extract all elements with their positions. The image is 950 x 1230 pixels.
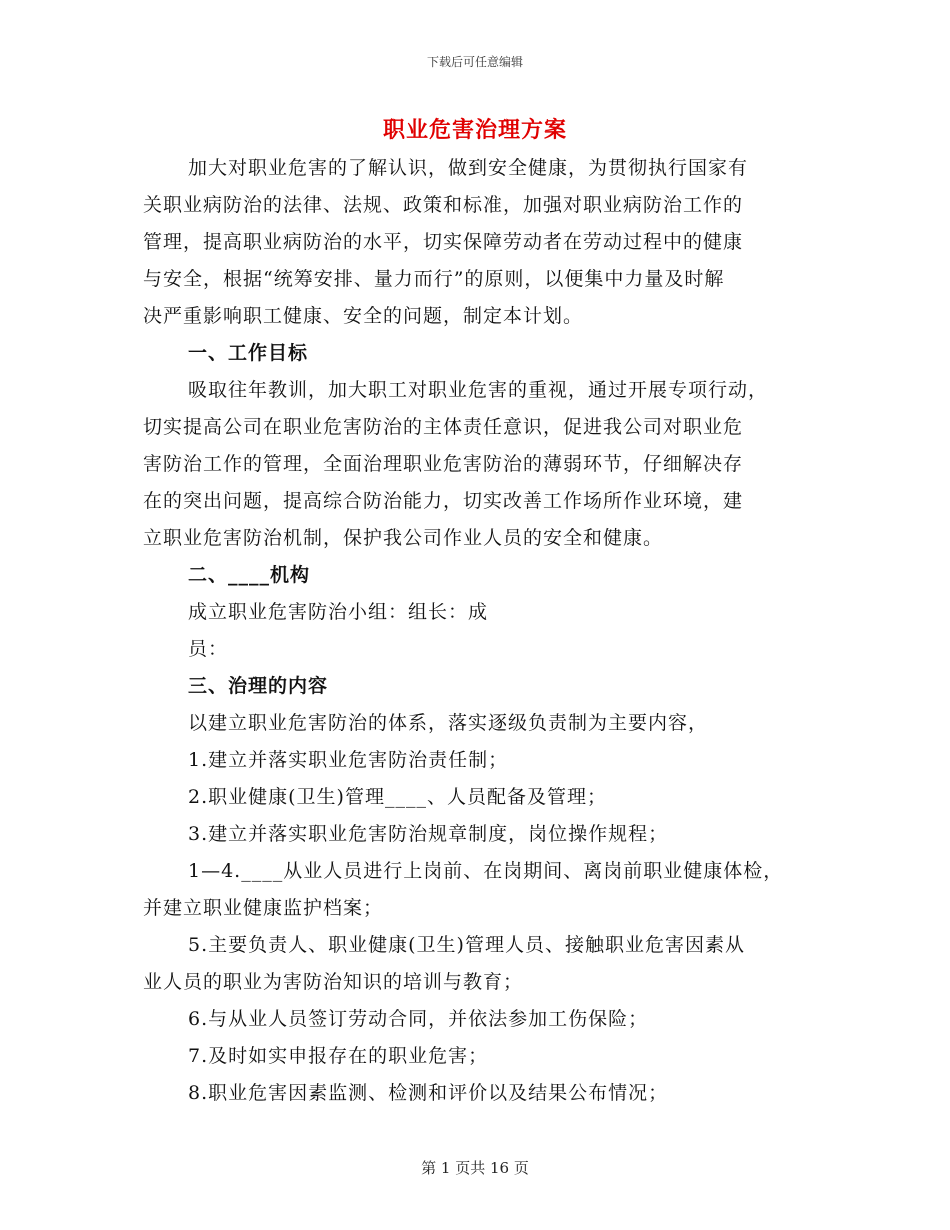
list-item: 1.建立并落实职业危害防治责任制； [188, 749, 509, 771]
paragraph-line: 与安全，根据“统筹安排、量力而行”的原则，以便集中力量及时解 [143, 268, 725, 290]
paragraph-line: 加大对职业危害的了解认识，做到安全健康，为贯彻执行国家有 [188, 157, 749, 179]
list-item: 2.职业健康(卫生)管理____、人员配备及管理； [188, 786, 607, 808]
paragraph-line: 员： [188, 638, 229, 660]
paragraph-line: 在的突出问题，提高综合防治能力，切实改善工作场所作业环境，建 [143, 490, 744, 512]
page-footer: 第 1 页共 16 页 [421, 1159, 529, 1177]
section-heading: 三、治理的内容 [188, 675, 329, 697]
document-title: 职业危害治理方案 [382, 117, 567, 143]
paragraph-line: 并建立职业健康监护档案； [143, 897, 384, 919]
list-item: 6.与从业人员签订劳动合同，并依法参加工伤保险； [188, 1008, 649, 1030]
paragraph-line: 成立职业危害防治小组：组长：成 [188, 601, 489, 623]
paragraph-line: 管理，提高职业病防治的水平，切实保障劳动者在劳动过程中的健康 [143, 231, 744, 253]
section-heading: 一、工作目标 [188, 342, 309, 364]
list-item: 8.职业危害因素监测、检测和评价以及结果公布情况； [188, 1082, 669, 1104]
list-item: 3.建立并落实职业危害防治规章制度，岗位操作规程； [188, 823, 669, 845]
list-item: 5.主要负责人、职业健康(卫生)管理人员、接触职业危害因素从 [188, 934, 745, 956]
page-header: 下载后可任意编辑 [426, 55, 523, 69]
paragraph-line: 以建立职业危害防治的体系，落实逐级负责制为主要内容， [188, 712, 709, 734]
section-heading: 二、____机构 [188, 564, 311, 586]
paragraph-line: 切实提高公司在职业危害防治的主体责任意识，促进我公司对职业危 [143, 416, 744, 438]
document-body [143, 150, 803, 1112]
list-item: 1—4.____从业人员进行上岗前、在岗期间、离岗前职业健康体检， [188, 860, 784, 882]
list-item: 7.及时如实申报存在的职业危害； [188, 1045, 489, 1067]
paragraph-line: 业人员的职业为害防治知识的培训与教育； [143, 971, 524, 993]
paragraph-line: 决严重影响职工健康、安全的问题，制定本计划。 [143, 305, 584, 327]
paragraph-line: 立职业危害防治机制，保护我公司作业人员的安全和健康。 [143, 527, 664, 549]
paragraph-line: 吸取往年教训，加大职工对职业危害的重视，通过开展专项行动， [188, 379, 769, 401]
paragraph-line: 害防治工作的管理，全面治理职业危害防治的薄弱环节，仔细解决存 [143, 453, 744, 475]
paragraph-line: 关职业病防治的法律、法规、政策和标准，加强对职业病防治工作的 [143, 194, 744, 216]
